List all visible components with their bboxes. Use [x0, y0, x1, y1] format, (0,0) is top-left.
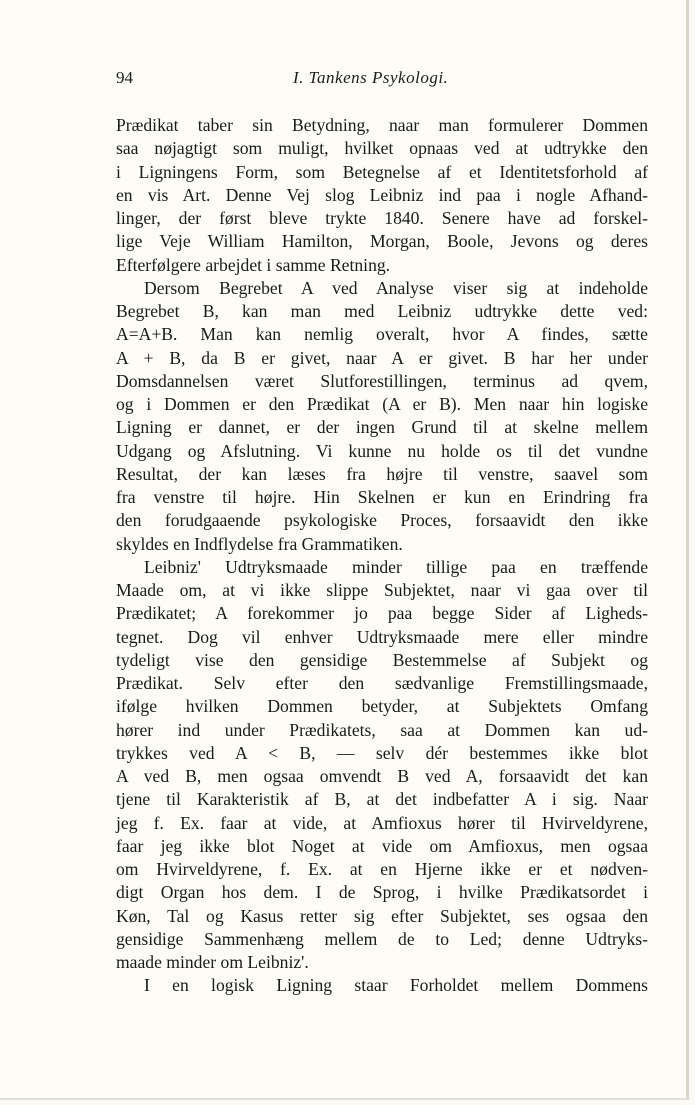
text-line: Domsdannelsen været Slutforestillingen, terminus ad qvem,	[116, 370, 648, 391]
text-line: Dersom Begrebet A ved Analyse viser sig at indeholde	[144, 277, 648, 298]
text-line: Efterfølgere arbejdet i samme Retning.	[116, 254, 391, 275]
text-line: ifølge hvilken Dommen betyder, at Subjektets Omfang	[116, 696, 648, 717]
paragraph	[116, 556, 648, 975]
text-line: hører ind under Prædikatets, saa at Dommen kan ud-	[116, 719, 648, 740]
text-line: faar jeg ikke blot Noget at vide om Amfioxus, men ogsaa	[116, 835, 648, 856]
text-line: A=A+B. Man kan nemlig overalt, hvor A findes, sætte	[116, 324, 648, 345]
text-line: tegnet. Dog vil enhver Udtryksmaade mere eller mindre	[116, 626, 648, 647]
body-text	[116, 114, 648, 998]
text-line: fra venstre til højre. Hin Skelnen er kun en Erindring fra	[116, 487, 648, 507]
text-line: Leibniz' Udtryksmaade minder tillige paa en træffende	[144, 556, 648, 577]
text-line: Udgang og Afslutning. Vi kunne nu holde os til det vundne	[116, 440, 648, 461]
text-line: Ligning er dannet, er der ingen Grund til at skelne mellem	[116, 417, 648, 438]
text-line: i Ligningens Form, som Betegnelse af et Identitetsforhold af	[116, 161, 648, 182]
text-line: og i Dommen er den Prædikat (A er B). Men naar hin logiske	[116, 394, 648, 414]
text-line: Prædikat. Selv efter den sædvanlige Fremstillingsmaade,	[116, 673, 648, 693]
text-line: Maade om, at vi ikke slippe Subjektet, naar vi gaa over til	[116, 580, 648, 600]
text-line: saa nøjagtigt som muligt, hvilket opnaas ved at udtrykke den	[116, 138, 648, 159]
text-line: Køn, Tal og Kasus retter sig efter Subjektet, ses ogsaa den	[116, 905, 648, 926]
text-line: Begrebet B, kan man med Leibniz udtrykke dette ved:	[116, 301, 648, 321]
paragraph	[116, 114, 648, 277]
text-line: linger, der først bleve trykte 1840. Senere have ad forskel-	[116, 208, 648, 228]
text-line: maade minder om Leibniz'.	[116, 952, 309, 972]
paragraph	[116, 974, 648, 997]
text-line: trykkes ved A < B, — selv dér bestemmes ikke blot	[116, 742, 648, 763]
text-line: A + B, da B er givet, naar A er givet. B har her under	[116, 347, 648, 368]
text-line: jeg f. Ex. faar at vide, at Amfioxus hører til Hvirveldyrene,	[116, 812, 648, 833]
text-line: A ved B, men ogsaa omvendt B ved A, forsaavidt det kan	[116, 766, 648, 786]
text-line: Prædikatet; A forekommer jo paa begge Sider af Ligheds-	[116, 603, 648, 624]
text-line: Resultat, der kan læses fra højre til venstre, saavel som	[116, 463, 648, 484]
page-header	[116, 68, 646, 92]
paragraph	[116, 277, 648, 556]
text-line: gensidige Sammenhæng mellem de to Led; denne Udtryks-	[116, 928, 648, 949]
running-title: I. Tankens Psykologi.	[293, 68, 449, 87]
text-line: en vis Art. Denne Vej slog Leibniz ind paa i nogle Afhand-	[116, 184, 648, 205]
text-line: tydeligt vise den gensidige Bestemmelse af Subjekt og	[116, 649, 648, 670]
text-line: digt Organ hos dem. I de Sprog, i hvilke Prædikatsordet i	[116, 882, 648, 903]
text-line: I en logisk Ligning staar Forholdet mellem Dommens	[144, 975, 648, 996]
page-number: 94	[116, 68, 133, 87]
text-line: skyldes en Indflydelse fra Grammatiken.	[116, 533, 403, 554]
text-line: tjene til Karakteristik af B, at det indbefatter A i sig. Naar	[116, 789, 648, 810]
text-line: Prædikat taber sin Betydning, naar man formulerer Dommen	[116, 115, 648, 135]
text-line: den forudgaaende psykologiske Proces, forsaavidt den ikke	[116, 510, 648, 531]
text-line: lige Veje William Hamilton, Morgan, Boole, Jevons og deres	[116, 231, 648, 252]
text-line: om Hvirveldyrene, f. Ex. at en Hjerne ikke er et nødven-	[116, 859, 648, 879]
